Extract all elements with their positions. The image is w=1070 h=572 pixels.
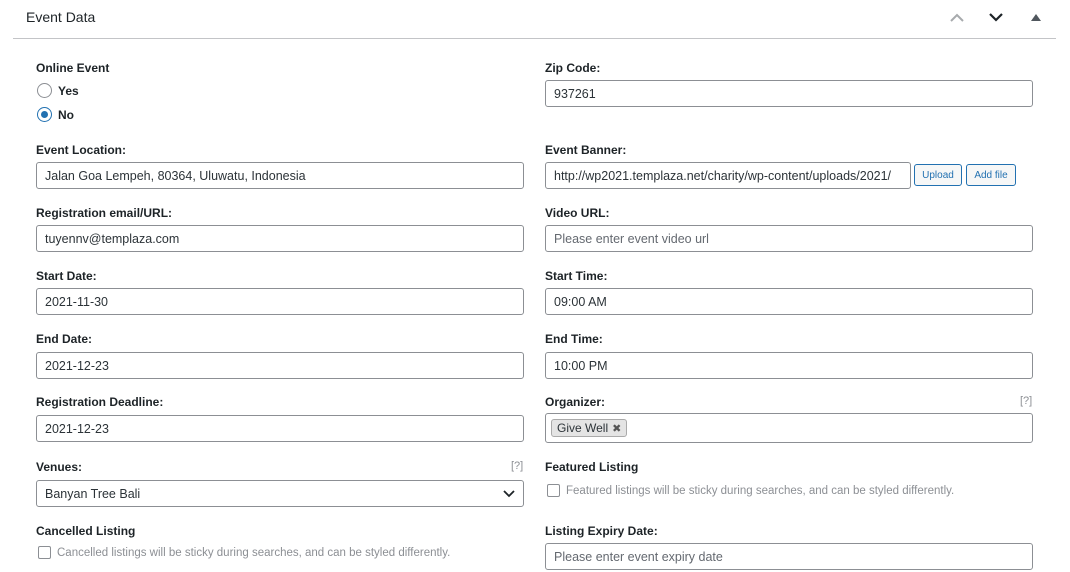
radio-no[interactable] [37, 107, 52, 122]
radio-yes-label: Yes [58, 83, 79, 98]
event-banner-label: Event Banner: [545, 143, 627, 157]
venues-selected-value: Banyan Tree Bali [45, 486, 141, 501]
triangle-up-icon [1031, 14, 1041, 21]
organizer-help-link[interactable]: [?] [1020, 395, 1033, 407]
video-url-label: Video URL: [545, 206, 610, 220]
cancelled-listing-label: Cancelled Listing [36, 524, 136, 538]
zip-code-input[interactable]: 937261 [545, 80, 1033, 107]
online-event-label: Online Event [36, 61, 110, 75]
end-time-label: End Time: [545, 332, 603, 346]
venues-select[interactable] [36, 480, 524, 507]
radio-no-label: No [58, 107, 74, 122]
event-banner-input[interactable]: http://wp2021.templaza.net/charity/wp-content/uploads/2021/ [545, 162, 911, 189]
add-file-button[interactable]: Add file [966, 164, 1016, 186]
end-date-input[interactable]: 2021-12-23 [36, 352, 524, 379]
featured-listing-label: Featured Listing [545, 460, 639, 474]
registration-deadline-label: Registration Deadline: [36, 395, 164, 409]
chevron-down-icon [989, 13, 1003, 22]
listing-expiry-label: Listing Expiry Date: [545, 524, 658, 538]
event-location-label: Event Location: [36, 143, 127, 157]
online-event-yes[interactable] [37, 83, 79, 98]
zip-code-label: Zip Code: [545, 61, 601, 75]
move-up-button[interactable] [945, 6, 969, 28]
cancelled-listing-checkbox[interactable] [38, 546, 51, 559]
move-down-button[interactable] [984, 6, 1008, 28]
registration-label: Registration email/URL: [36, 206, 173, 220]
remove-tag-icon[interactable]: ✖ [612, 422, 622, 435]
venues-label: Venues: [36, 460, 83, 474]
cancelled-listing-row[interactable] [38, 546, 450, 559]
registration-deadline-input[interactable]: 2021-12-23 [36, 415, 524, 442]
venues-help-link[interactable]: [?] [511, 460, 524, 472]
featured-listing-row[interactable] [547, 484, 954, 497]
video-url-input[interactable]: Please enter event video url [545, 225, 1033, 252]
start-time-label: Start Time: [545, 269, 608, 283]
featured-listing-checkbox[interactable] [547, 484, 560, 497]
listing-expiry-input[interactable]: Please enter event expiry date [545, 543, 1033, 570]
end-time-input[interactable]: 10:00 PM [545, 352, 1033, 379]
upload-button[interactable]: Upload [914, 164, 962, 186]
panel-header [0, 0, 1070, 40]
organizer-select[interactable] [545, 413, 1033, 443]
chevron-down-icon [503, 490, 515, 498]
start-date-label: Start Date: [36, 269, 97, 283]
featured-listing-description: Featured listings will be sticky during searches, and can be styled differently. [566, 484, 955, 497]
header-divider [13, 38, 1056, 39]
start-date-input[interactable]: 2021-11-30 [36, 288, 524, 315]
registration-input[interactable]: tuyennv@templaza.com [36, 225, 524, 252]
chevron-up-icon [950, 13, 964, 22]
event-location-input[interactable]: Jalan Goa Lempeh, 80364, Uluwatu, Indonesia [36, 162, 524, 189]
online-event-no[interactable] [37, 107, 74, 122]
organizer-tag [551, 419, 627, 437]
start-time-input[interactable]: 09:00 AM [545, 288, 1033, 315]
panel-title: Event Data [26, 9, 96, 25]
radio-yes[interactable] [37, 83, 52, 98]
toggle-panel-button[interactable] [1024, 6, 1048, 28]
organizer-label: Organizer: [545, 395, 606, 409]
cancelled-listing-description: Cancelled listings will be sticky during searches, and can be styled differently. [57, 546, 451, 559]
organizer-tag-label: Give Well [557, 421, 609, 435]
end-date-label: End Date: [36, 332, 93, 346]
